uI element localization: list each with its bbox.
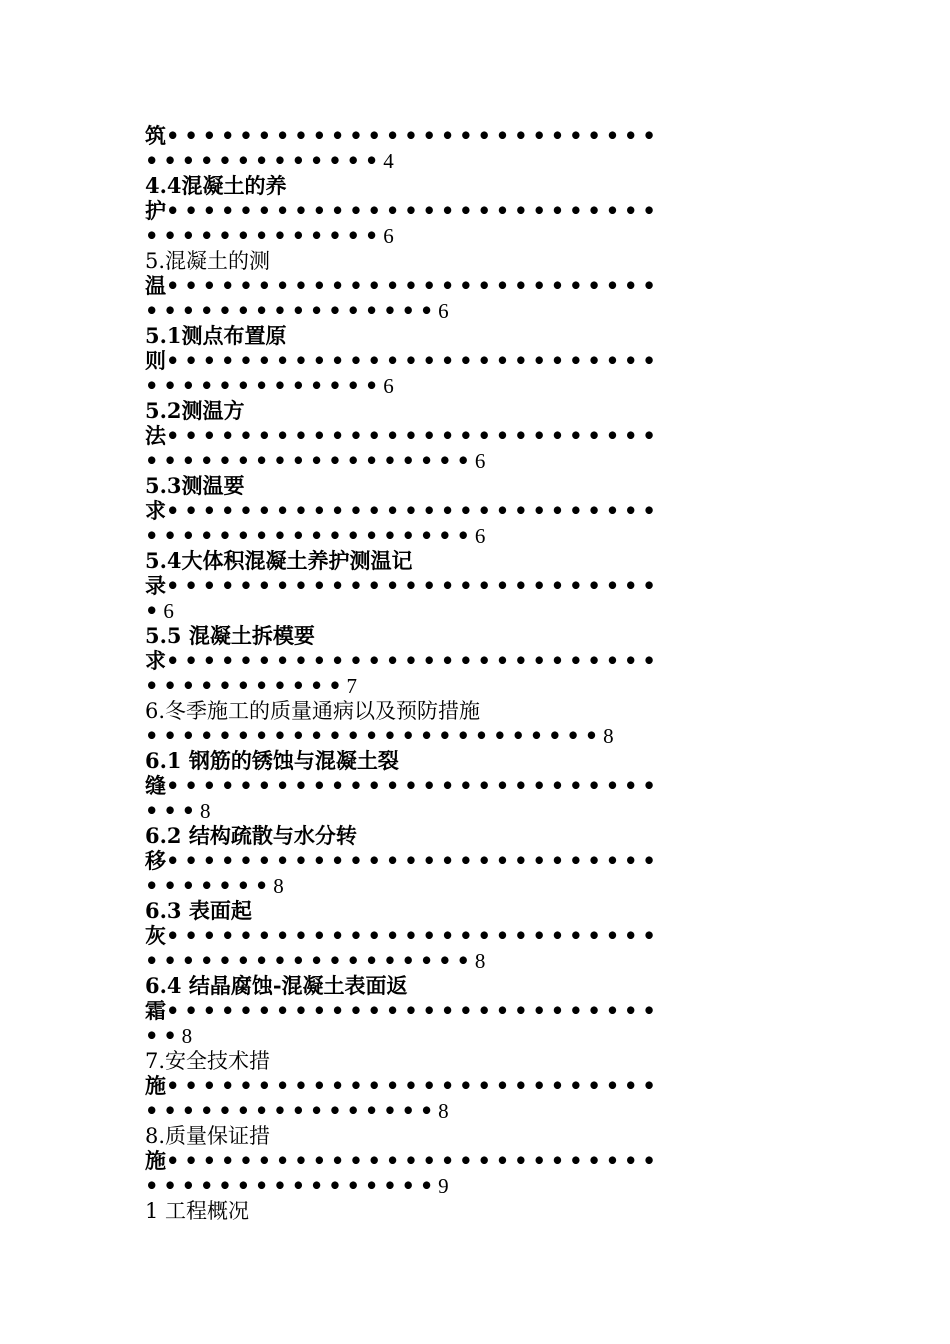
toc-entry-label: 缝••••••••••••••••••••••••••• (145, 773, 661, 798)
leader-dots-line: ••••••••••••••••••6 (145, 448, 486, 473)
toc-heading: 6.4 结晶腐蚀-混凝土表面返 (145, 973, 408, 998)
toc-entry-label: 录••••••••••••••••••••••••••• (145, 573, 661, 598)
leader-dots: ••••••••••••••••••••••••••• (166, 423, 661, 448)
page-number: 8 (199, 799, 211, 823)
leader-dots: ••••••••••••••••••••••••••• (166, 1073, 661, 1098)
page-number: 6 (163, 599, 174, 623)
toc-entry-label: 温••••••••••••••••••••••••••• (145, 273, 661, 298)
leader-dots-line: ••••••••••••••••9 (145, 1173, 449, 1198)
page-number: 8 (474, 949, 486, 973)
page-number: 8 (273, 874, 284, 898)
toc-heading: 5.2测温方 (145, 398, 245, 423)
toc-heading: 6.3 表面起 (145, 898, 252, 923)
leader-dots: ••••••••••••••••••••••••••• (166, 123, 661, 148)
section-heading: 1 工程概况 (145, 1199, 250, 1223)
leader-dots-line: ••••••••••••••••6 (145, 298, 449, 323)
leader-dots: ••••••••••••••••••••••••••• (166, 348, 661, 373)
toc-heading: 5.1测点布置原 (145, 323, 287, 348)
leader-dots-line: •••••••••••7 (145, 673, 358, 698)
toc-entry-label: 法••••••••••••••••••••••••••• (145, 423, 661, 448)
leader-dots: ••••••••••••••••••••••••••• (166, 498, 661, 523)
leader-dots-line: •••••••••••••6 (145, 223, 394, 248)
page-number: 8 (603, 724, 614, 748)
page-number: 8 (181, 1024, 193, 1048)
page-number: 6 (383, 224, 394, 248)
leader-dots: ••••••••••••••••••••••••••• (166, 998, 661, 1023)
toc-entry-label: 施••••••••••••••••••••••••••• (145, 1073, 661, 1098)
leader-dots-line: •••••••••••••6 (145, 373, 394, 398)
toc-entry-label: 护••••••••••••••••••••••••••• (145, 198, 661, 223)
leader-dots-line: ••8 (145, 1023, 193, 1048)
toc-heading: 5.3测温要 (145, 473, 245, 498)
leader-dots: ••••••••••••••••••••••••••• (166, 1148, 661, 1173)
toc-heading: 6.1 钢筋的锈蚀与混凝土裂 (145, 748, 399, 773)
leader-dots-line: •6 (145, 598, 174, 623)
leader-dots-line: ••••••••••••••••8 (145, 1098, 449, 1123)
toc-heading: 8.质量保证措 (145, 1124, 271, 1148)
toc-heading: 4.4混凝土的养 (145, 173, 287, 198)
leader-dots-line: •••••••8 (145, 873, 284, 898)
toc-entry-label: 移••••••••••••••••••••••••••• (145, 848, 661, 873)
toc-heading: 6.2 结构疏散与水分转 (145, 823, 357, 848)
page-number: 6 (474, 524, 486, 548)
toc-entry-label: 施••••••••••••••••••••••••••• (145, 1148, 661, 1173)
leader-dots: ••••••••••••••••••••••••••• (166, 773, 661, 798)
toc-entry-label: 则••••••••••••••••••••••••••• (145, 348, 661, 373)
toc-entry-label: 筑••••••••••••••••••••••••••• (145, 123, 661, 148)
leader-dots: ••••••••••••••••••••••••••• (166, 923, 661, 948)
page-number: 6 (383, 374, 394, 398)
toc-entry-label: 求••••••••••••••••••••••••••• (145, 648, 661, 673)
page-number: 8 (438, 1099, 449, 1123)
leader-dots-line: •••••••••••••••••••••••••8 (145, 723, 614, 748)
toc-heading: 6.冬季施工的质量通病以及预防措施 (145, 699, 481, 723)
leader-dots-line: •••8 (145, 798, 211, 823)
leader-dots: ••••••••••••••••••••••••••• (166, 573, 661, 598)
toc-entry-label: 霜••••••••••••••••••••••••••• (145, 998, 661, 1023)
toc-heading: 5.5 混凝土拆模要 (145, 623, 315, 648)
toc-entry-label: 灰••••••••••••••••••••••••••• (145, 923, 661, 948)
leader-dots: ••••••••••••••••••••••••••• (166, 273, 661, 298)
page-number: 6 (438, 299, 449, 323)
leader-dots: ••••••••••••••••••••••••••• (166, 648, 661, 673)
leader-dots-line: •••••••••••••4 (145, 148, 394, 173)
page-number: 7 (346, 674, 358, 698)
page-number: 9 (438, 1174, 449, 1198)
page-number: 4 (383, 149, 394, 173)
toc-heading: 7.安全技术措 (145, 1049, 271, 1073)
toc-entry-label: 求••••••••••••••••••••••••••• (145, 498, 661, 523)
leader-dots: ••••••••••••••••••••••••••• (166, 848, 661, 873)
toc-heading: 5.混凝土的测 (145, 249, 271, 273)
leader-dots-line: ••••••••••••••••••8 (145, 948, 486, 973)
toc-heading: 5.4大体积混凝土养护测温记 (145, 548, 413, 573)
leader-dots: ••••••••••••••••••••••••••• (166, 198, 661, 223)
leader-dots-line: ••••••••••••••••••6 (145, 523, 486, 548)
page-number: 6 (474, 449, 486, 473)
